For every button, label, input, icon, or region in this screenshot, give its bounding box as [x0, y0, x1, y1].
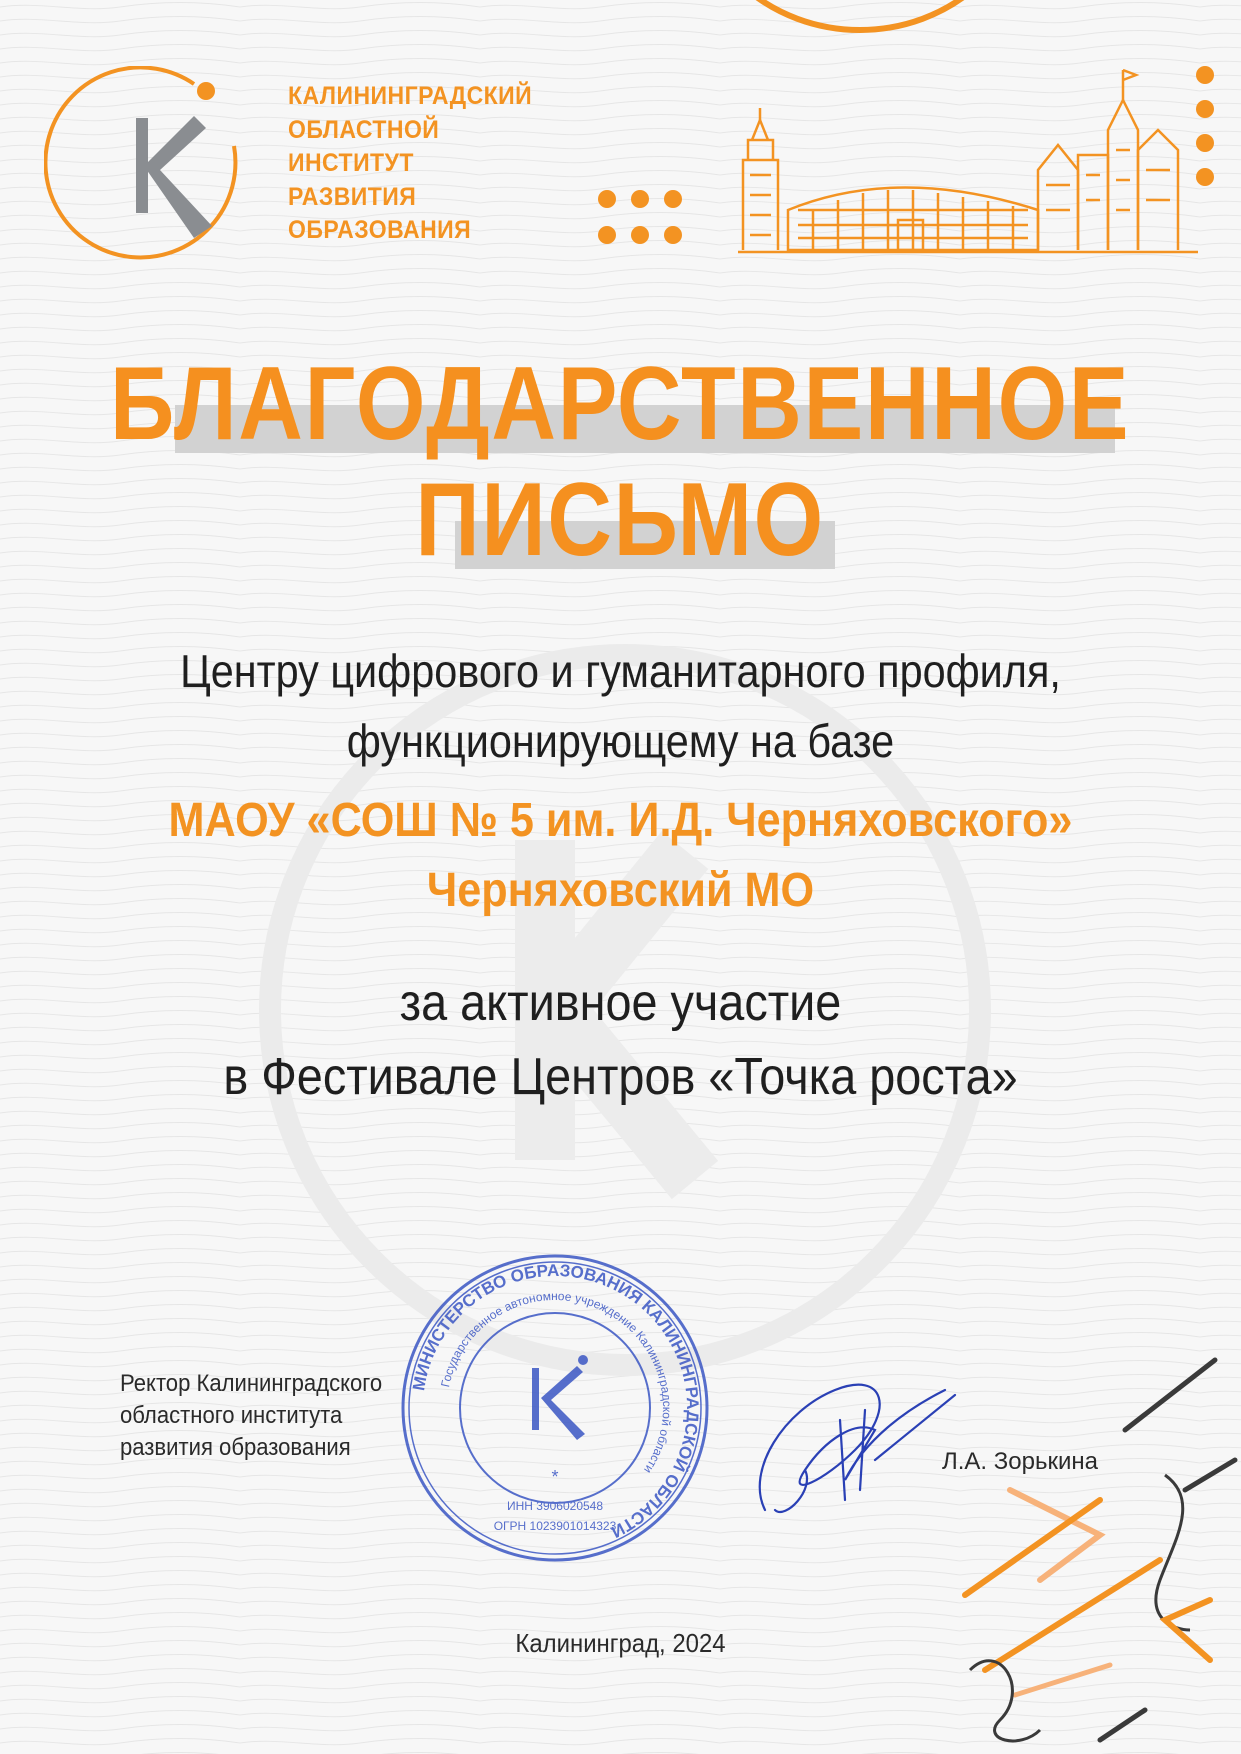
dot — [1196, 100, 1214, 118]
city-skyline-illustration — [738, 60, 1198, 260]
decorative-top-arc — [680, 0, 1040, 40]
official-stamp — [395, 1248, 715, 1568]
stamp-ogrn: ОГРН 1023901014323 — [493, 1519, 617, 1533]
institute-name-line: ОБРАЗОВАНИЯ — [288, 216, 472, 244]
organization-name — [62, 786, 1179, 926]
institute-name-line: КАЛИНИНГРАДСКИЙ — [288, 82, 533, 110]
signatory-position — [120, 1368, 382, 1464]
dot — [1196, 168, 1214, 186]
award-reason — [62, 966, 1179, 1114]
institute-name — [288, 80, 564, 248]
dot — [664, 190, 682, 208]
recipient-line-1: Центру цифрового и гуманитарного профиля, — [180, 645, 1061, 697]
signatory-name: Л.А. Зорькина — [942, 1448, 1098, 1475]
decorative-strokes — [960, 1340, 1241, 1754]
dot — [1196, 134, 1214, 152]
title-line-1: БЛАГОДАРСТВЕННОЕ — [110, 346, 1131, 462]
handwritten-signature — [745, 1350, 975, 1540]
dot — [598, 190, 616, 208]
institute-name-line: РАЗВИТИЯ — [288, 182, 417, 211]
reason-line-1: за активное участие — [399, 974, 842, 1032]
svg-text:Государственное автономное учр — [438, 1289, 674, 1476]
stamp-inn: ИНН 3906020548 — [506, 1499, 604, 1513]
dot — [631, 190, 649, 208]
organization-line-2: Черняховский МО — [426, 864, 815, 917]
place-and-year: Калининград, 2024 — [515, 1628, 726, 1658]
stamp-star: * — [551, 1467, 559, 1487]
recipient-line-2: функционирующему на базе — [346, 715, 895, 767]
recipient-text — [62, 636, 1179, 776]
institute-logo — [44, 66, 244, 266]
stamp-outer-text: МИНИСТЕРСТВО ОБРАЗОВАНИЯ КАЛИНИНГРАДСКОЙ ОБЛАСТИ — [409, 1260, 703, 1542]
position-line-1: Ректор Калининградского — [120, 1370, 383, 1397]
decorative-dots-column — [1196, 66, 1216, 206]
dot — [1196, 66, 1214, 84]
dot — [664, 226, 682, 244]
document-title — [0, 345, 1241, 579]
dot — [631, 226, 649, 244]
position-line-3: развития образования — [120, 1434, 351, 1461]
institute-name-line: ОБЛАСТНОЙ — [288, 115, 440, 144]
reason-line-2: в Фестивале Центров «Точка роста» — [223, 1048, 1018, 1106]
decorative-dots — [598, 190, 698, 250]
title-line-2: ПИСЬМО — [415, 462, 826, 578]
stamp-inner-text: Государственное автономное учреждение Калининградской области — [438, 1288, 675, 1476]
position-line-2: областного института — [120, 1402, 343, 1429]
institute-name-line: ИНСТИТУТ — [288, 149, 414, 177]
organization-line-1: МАОУ «СОШ № 5 им. И.Д. Черняховского» — [168, 794, 1073, 847]
dot — [598, 226, 616, 244]
